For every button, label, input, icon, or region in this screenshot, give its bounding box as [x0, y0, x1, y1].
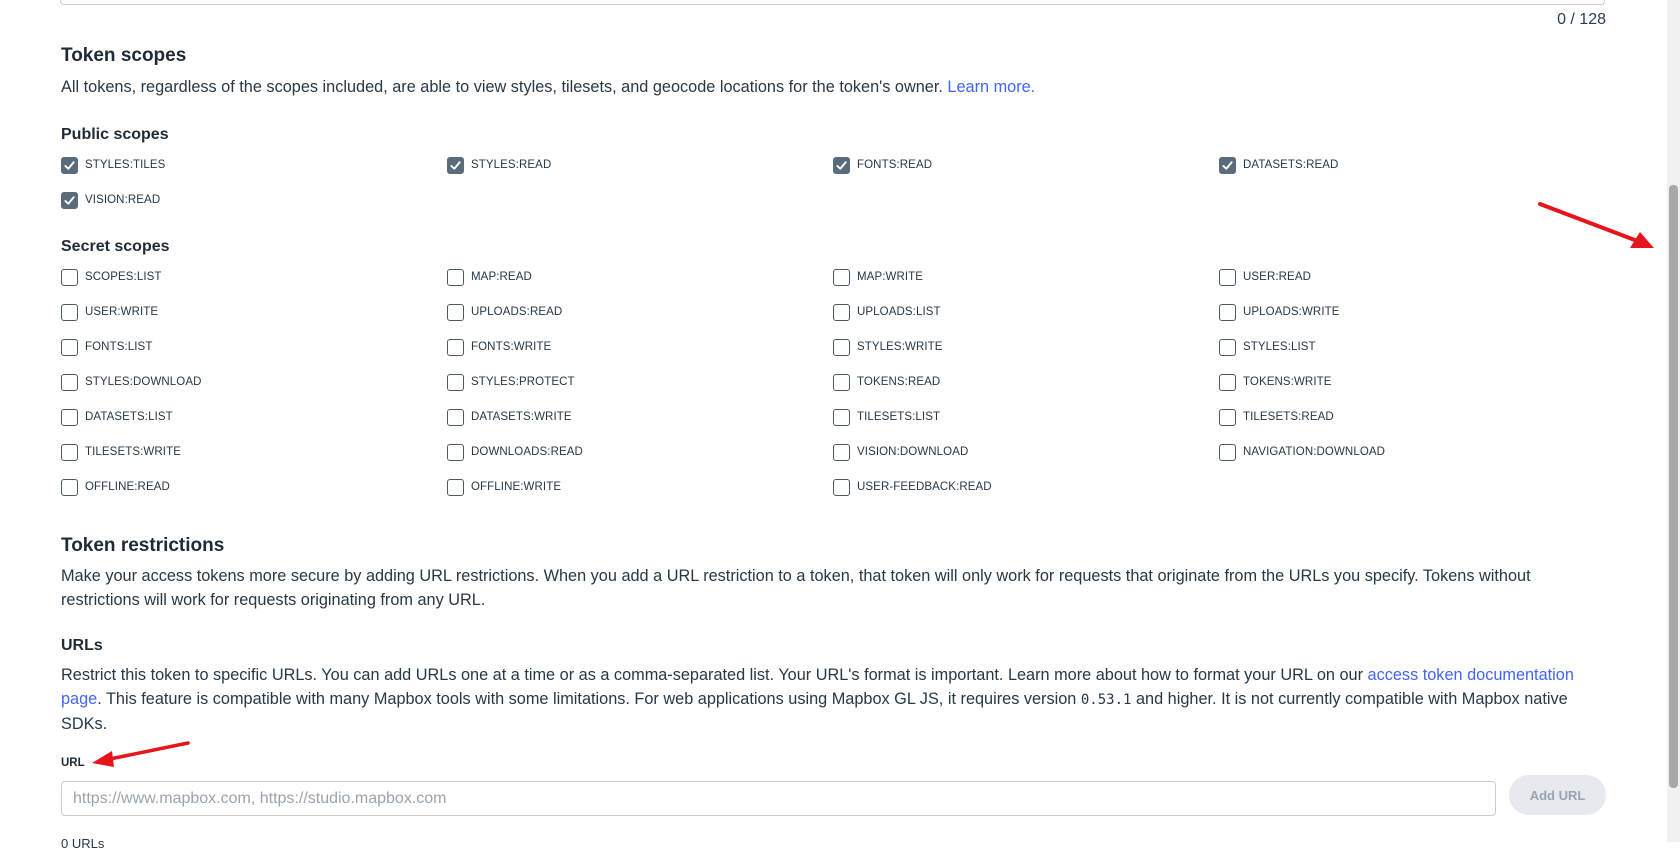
checkbox-unchecked[interactable]: [833, 444, 850, 461]
scope-checkbox-datasets-list[interactable]: [61, 405, 447, 429]
scope-checkbox-tilesets-write[interactable]: [61, 440, 447, 464]
scope-label: STYLES:READ: [471, 159, 552, 171]
scope-checkbox-styles-write[interactable]: [833, 335, 1219, 359]
checkbox-unchecked[interactable]: [833, 304, 850, 321]
scope-checkbox-user-feedback-read[interactable]: [833, 475, 1219, 499]
url-input[interactable]: [61, 781, 1496, 816]
version-code: 0.53.1: [1080, 692, 1132, 708]
scrollbar-thumb[interactable]: [1669, 185, 1678, 788]
checkbox-checked[interactable]: [1219, 157, 1236, 174]
checkbox-unchecked[interactable]: [61, 479, 78, 496]
scope-checkbox-vision-download[interactable]: [833, 440, 1219, 464]
scope-checkbox-fonts-read[interactable]: [833, 153, 1219, 177]
checkbox-unchecked[interactable]: [61, 409, 78, 426]
checkbox-unchecked[interactable]: [1219, 304, 1236, 321]
scope-checkbox-user-read[interactable]: [1219, 265, 1605, 289]
checkbox-unchecked[interactable]: [61, 304, 78, 321]
check-icon: [1221, 159, 1234, 172]
scope-label: TILESETS:LIST: [857, 411, 941, 423]
secret-scopes-heading: Secret scopes: [61, 238, 170, 255]
token-restrictions-description: Make your access tokens more secure by adding URL restrictions. When you add a URL restriction to a token, that token will only work for requests that originate from the URLs you specify. Tokens without restrictions will work for requests originating from any URL.: [61, 567, 1531, 609]
scope-label: OFFLINE:WRITE: [471, 481, 562, 493]
scope-checkbox-tokens-read[interactable]: [833, 370, 1219, 394]
checkbox-unchecked[interactable]: [447, 374, 464, 391]
checkbox-unchecked[interactable]: [1219, 374, 1236, 391]
scope-checkbox-map-read[interactable]: [447, 265, 833, 289]
red-arrow-icon: [88, 735, 198, 770]
scope-label: OFFLINE:READ: [85, 481, 170, 493]
scope-label: DATASETS:WRITE: [471, 411, 572, 423]
checkbox-unchecked[interactable]: [61, 269, 78, 286]
checkbox-unchecked[interactable]: [833, 409, 850, 426]
scope-checkbox-fonts-write[interactable]: [447, 335, 833, 359]
scope-checkbox-scopes-list[interactable]: [61, 265, 447, 289]
checkbox-unchecked[interactable]: [1219, 409, 1236, 426]
url-count: 0 URLs: [61, 836, 105, 851]
token-scopes-description: All tokens, regardless of the scopes included, are able to view styles, tilesets, and geocode locations for the token's owner. Learn more.: [61, 78, 1036, 96]
access-token-docs-link[interactable]: access token documentation page: [61, 666, 1574, 708]
scope-label: USER:WRITE: [85, 306, 159, 318]
scope-checkbox-uploads-read[interactable]: [447, 300, 833, 324]
checkbox-unchecked[interactable]: [1219, 444, 1236, 461]
scope-label: FONTS:READ: [857, 159, 933, 171]
checkbox-checked[interactable]: [447, 157, 464, 174]
scope-label: TOKENS:WRITE: [1243, 376, 1332, 388]
token-name-input[interactable]: [60, 0, 1605, 5]
scope-label: UPLOADS:LIST: [857, 306, 941, 318]
scope-label: DOWNLOADS:READ: [471, 446, 583, 458]
scope-label: FONTS:WRITE: [471, 341, 552, 353]
checkbox-unchecked[interactable]: [1219, 269, 1236, 286]
checkbox-unchecked[interactable]: [61, 444, 78, 461]
scope-label: VISION:READ: [85, 194, 161, 206]
scope-checkbox-map-write[interactable]: [833, 265, 1219, 289]
urls-heading: URLs: [61, 637, 103, 654]
checkbox-unchecked[interactable]: [833, 374, 850, 391]
red-arrow-icon: [1530, 196, 1660, 256]
scope-checkbox-styles-protect[interactable]: [447, 370, 833, 394]
checkbox-checked[interactable]: [833, 157, 850, 174]
scope-label: SCOPES:LIST: [85, 271, 162, 283]
scope-checkbox-styles-download[interactable]: [61, 370, 447, 394]
checkbox-unchecked[interactable]: [61, 339, 78, 356]
scope-checkbox-offline-write[interactable]: [447, 475, 833, 499]
checkbox-unchecked[interactable]: [447, 269, 464, 286]
scope-checkbox-datasets-read[interactable]: [1219, 153, 1605, 177]
url-field-label: URL: [61, 757, 85, 769]
public-scopes-heading: Public scopes: [61, 126, 169, 143]
scope-checkbox-styles-read[interactable]: [447, 153, 833, 177]
check-icon: [63, 194, 76, 207]
scope-label: STYLES:PROTECT: [471, 376, 575, 388]
scope-label: TILESETS:READ: [1243, 411, 1334, 423]
checkbox-unchecked[interactable]: [447, 339, 464, 356]
checkbox-unchecked[interactable]: [447, 304, 464, 321]
scope-label: STYLES:WRITE: [857, 341, 943, 353]
scope-checkbox-tokens-write[interactable]: [1219, 370, 1605, 394]
scope-label: TOKENS:READ: [857, 376, 941, 388]
urls-description: Restrict this token to specific URLs. You can add URLs one at a time or as a comma-separated list. Your URL's format is important. Learn more about how to format your URL on our access token documentation page. This feature is compatible with many Mapbox tools with some limitations. For web applications using Mapbox GL JS, it requires version 0.53.1 and higher. It is not currently compatible with Mapbox native SDKs.: [61, 666, 1574, 733]
scope-label: DATASETS:LIST: [85, 411, 173, 423]
check-icon: [835, 159, 848, 172]
scope-label: MAP:READ: [471, 271, 532, 283]
checkbox-unchecked[interactable]: [447, 444, 464, 461]
scope-checkbox-styles-tiles[interactable]: [61, 153, 447, 177]
char-counter: 0 / 128: [1557, 11, 1606, 28]
token-scopes-heading: Token scopes: [61, 45, 187, 66]
checkbox-checked[interactable]: [61, 192, 78, 209]
checkbox-unchecked[interactable]: [833, 269, 850, 286]
token-restrictions-heading: Token restrictions: [61, 535, 225, 556]
checkbox-unchecked[interactable]: [61, 374, 78, 391]
scope-label: STYLES:TILES: [85, 159, 166, 171]
scope-checkbox-user-write[interactable]: [61, 300, 447, 324]
secret-scopes-grid: [61, 265, 1606, 510]
scope-checkbox-offline-read[interactable]: [61, 475, 447, 499]
scope-checkbox-uploads-write[interactable]: [1219, 300, 1605, 324]
scope-label: NAVIGATION:DOWNLOAD: [1243, 446, 1386, 458]
scope-label: USER:READ: [1243, 271, 1311, 283]
scope-label: DATASETS:READ: [1243, 159, 1339, 171]
scope-label: STYLES:DOWNLOAD: [85, 376, 202, 388]
check-icon: [63, 159, 76, 172]
scope-label: UPLOADS:READ: [471, 306, 563, 318]
scope-checkbox-vision-read[interactable]: [61, 188, 447, 212]
scope-checkbox-fonts-list[interactable]: [61, 335, 447, 359]
add-url-button[interactable]: Add URL: [1509, 775, 1606, 815]
checkbox-unchecked[interactable]: [447, 479, 464, 496]
scope-label: UPLOADS:WRITE: [1243, 306, 1340, 318]
learn-more-link[interactable]: Learn more.: [947, 78, 1036, 96]
scope-label: VISION:DOWNLOAD: [857, 446, 969, 458]
scope-checkbox-downloads-read[interactable]: [447, 440, 833, 464]
scope-checkbox-styles-list[interactable]: [1219, 335, 1605, 359]
scope-label: TILESETS:WRITE: [85, 446, 181, 458]
scope-label: FONTS:LIST: [85, 341, 153, 353]
checkbox-unchecked[interactable]: [833, 339, 850, 356]
checkbox-unchecked[interactable]: [1219, 339, 1236, 356]
checkbox-unchecked[interactable]: [447, 409, 464, 426]
scope-checkbox-uploads-list[interactable]: [833, 300, 1219, 324]
scope-checkbox-tilesets-list[interactable]: [833, 405, 1219, 429]
scope-label: USER-FEEDBACK:READ: [857, 481, 992, 493]
checkbox-checked[interactable]: [61, 157, 78, 174]
scope-checkbox-navigation-download[interactable]: [1219, 440, 1605, 464]
scope-label: MAP:WRITE: [857, 271, 924, 283]
scope-checkbox-tilesets-read[interactable]: [1219, 405, 1605, 429]
checkbox-unchecked[interactable]: [833, 479, 850, 496]
check-icon: [449, 159, 462, 172]
scope-checkbox-datasets-write[interactable]: [447, 405, 833, 429]
scope-label: STYLES:LIST: [1243, 341, 1316, 353]
public-scopes-grid: [61, 153, 1606, 223]
